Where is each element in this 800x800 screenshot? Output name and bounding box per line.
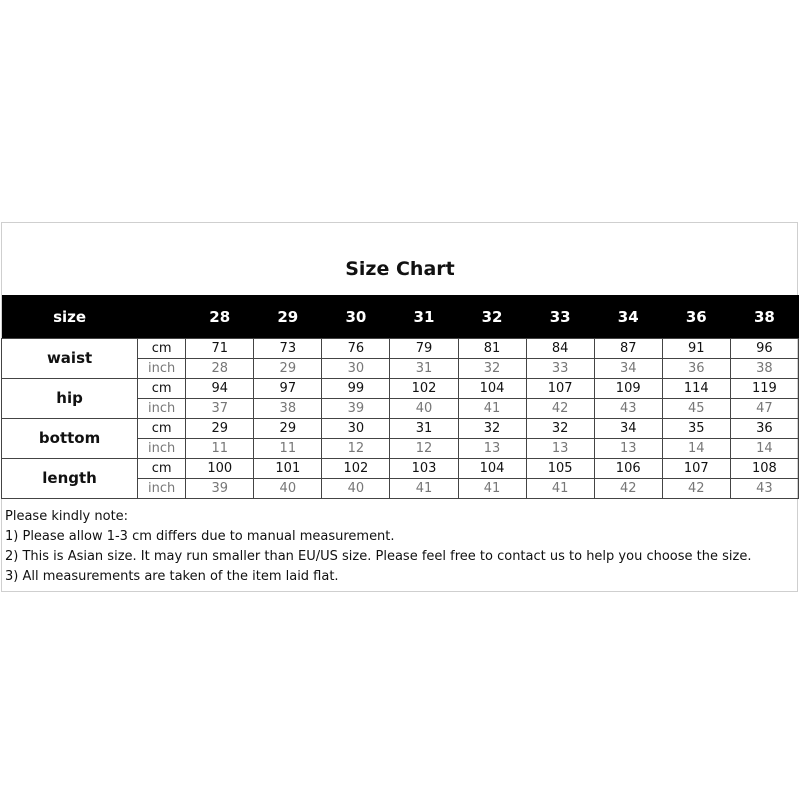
- note-line: 1) Please allow 1-3 cm differs due to manual measurement.: [5, 529, 395, 544]
- value-cell: 11: [186, 439, 254, 459]
- value-cell: 35: [662, 419, 730, 439]
- row-label: waist: [2, 339, 138, 379]
- value-cell: 40: [390, 399, 458, 419]
- value-cell: 41: [390, 479, 458, 499]
- row-label: bottom: [2, 419, 138, 459]
- value-cell: 34: [594, 359, 662, 379]
- value-cell: 76: [322, 339, 390, 359]
- unit-cell: cm: [138, 459, 186, 479]
- value-cell: 40: [254, 479, 322, 499]
- value-cell: 31: [390, 359, 458, 379]
- value-cell: 42: [594, 479, 662, 499]
- value-cell: 114: [662, 379, 730, 399]
- header-size: 30: [322, 295, 390, 339]
- unit-cell: inch: [138, 359, 186, 379]
- unit-cell: inch: [138, 439, 186, 459]
- table-row: [2, 379, 799, 399]
- value-cell: 119: [730, 379, 798, 399]
- value-cell: 14: [662, 439, 730, 459]
- header-size: 31: [390, 295, 458, 339]
- value-cell: 97: [254, 379, 322, 399]
- table-row: [2, 339, 799, 359]
- value-cell: 29: [254, 359, 322, 379]
- value-cell: 30: [322, 359, 390, 379]
- value-cell: 102: [322, 459, 390, 479]
- unit-cell: cm: [138, 419, 186, 439]
- value-cell: 107: [526, 379, 594, 399]
- value-cell: 39: [186, 479, 254, 499]
- value-cell: 105: [526, 459, 594, 479]
- value-cell: 32: [458, 359, 526, 379]
- value-cell: 84: [526, 339, 594, 359]
- value-cell: 41: [526, 479, 594, 499]
- value-cell: 41: [458, 479, 526, 499]
- header-unit-spacer: [138, 295, 186, 339]
- value-cell: 29: [254, 419, 322, 439]
- value-cell: 91: [662, 339, 730, 359]
- header-size: 32: [458, 295, 526, 339]
- value-cell: 33: [526, 359, 594, 379]
- unit-cell: cm: [138, 379, 186, 399]
- value-cell: 108: [730, 459, 798, 479]
- value-cell: 32: [526, 419, 594, 439]
- header-size: 28: [186, 295, 254, 339]
- value-cell: 40: [322, 479, 390, 499]
- unit-cell: inch: [138, 479, 186, 499]
- value-cell: 81: [458, 339, 526, 359]
- value-cell: 87: [594, 339, 662, 359]
- note-line: 3) All measurements are taken of the item laid flat.: [5, 569, 339, 584]
- value-cell: 71: [186, 339, 254, 359]
- value-cell: 36: [730, 419, 798, 439]
- value-cell: 38: [730, 359, 798, 379]
- value-cell: 47: [730, 399, 798, 419]
- value-cell: 100: [186, 459, 254, 479]
- value-cell: 102: [390, 379, 458, 399]
- value-cell: 104: [458, 379, 526, 399]
- table-row: [2, 419, 799, 439]
- header-size: 33: [526, 295, 594, 339]
- value-cell: 43: [594, 399, 662, 419]
- value-cell: 79: [390, 339, 458, 359]
- value-cell: 36: [662, 359, 730, 379]
- notes: [5, 507, 795, 587]
- value-cell: 104: [458, 459, 526, 479]
- value-cell: 106: [594, 459, 662, 479]
- note-line: Please kindly note:: [5, 509, 129, 524]
- value-cell: 12: [322, 439, 390, 459]
- value-cell: 42: [662, 479, 730, 499]
- page-title: Size Chart: [345, 258, 455, 280]
- unit-cell: cm: [138, 339, 186, 359]
- header-size: 38: [730, 295, 798, 339]
- value-cell: 29: [186, 419, 254, 439]
- header-size: 29: [254, 295, 322, 339]
- value-cell: 109: [594, 379, 662, 399]
- header-size: 34: [594, 295, 662, 339]
- value-cell: 30: [322, 419, 390, 439]
- value-cell: 73: [254, 339, 322, 359]
- row-label: hip: [2, 379, 138, 419]
- value-cell: 12: [390, 439, 458, 459]
- value-cell: 13: [594, 439, 662, 459]
- value-cell: 42: [526, 399, 594, 419]
- value-cell: 39: [322, 399, 390, 419]
- value-cell: 11: [254, 439, 322, 459]
- row-label: length: [2, 459, 138, 499]
- value-cell: 99: [322, 379, 390, 399]
- value-cell: 37: [186, 399, 254, 419]
- value-cell: 38: [254, 399, 322, 419]
- value-cell: 14: [730, 439, 798, 459]
- value-cell: 43: [730, 479, 798, 499]
- value-cell: 94: [186, 379, 254, 399]
- value-cell: 13: [458, 439, 526, 459]
- table-header-row: [2, 295, 799, 339]
- value-cell: 13: [526, 439, 594, 459]
- table-row: [2, 459, 799, 479]
- value-cell: 103: [390, 459, 458, 479]
- value-cell: 28: [186, 359, 254, 379]
- value-cell: 32: [458, 419, 526, 439]
- value-cell: 41: [458, 399, 526, 419]
- size-table: [1, 295, 799, 499]
- value-cell: 107: [662, 459, 730, 479]
- note-line: 2) This is Asian size. It may run smaller than EU/US size. Please feel free to contact us to help you choose the size.: [5, 549, 752, 564]
- unit-cell: inch: [138, 399, 186, 419]
- value-cell: 45: [662, 399, 730, 419]
- value-cell: 101: [254, 459, 322, 479]
- header-label: size: [2, 295, 138, 339]
- header-size: 36: [662, 295, 730, 339]
- value-cell: 34: [594, 419, 662, 439]
- value-cell: 31: [390, 419, 458, 439]
- value-cell: 96: [730, 339, 798, 359]
